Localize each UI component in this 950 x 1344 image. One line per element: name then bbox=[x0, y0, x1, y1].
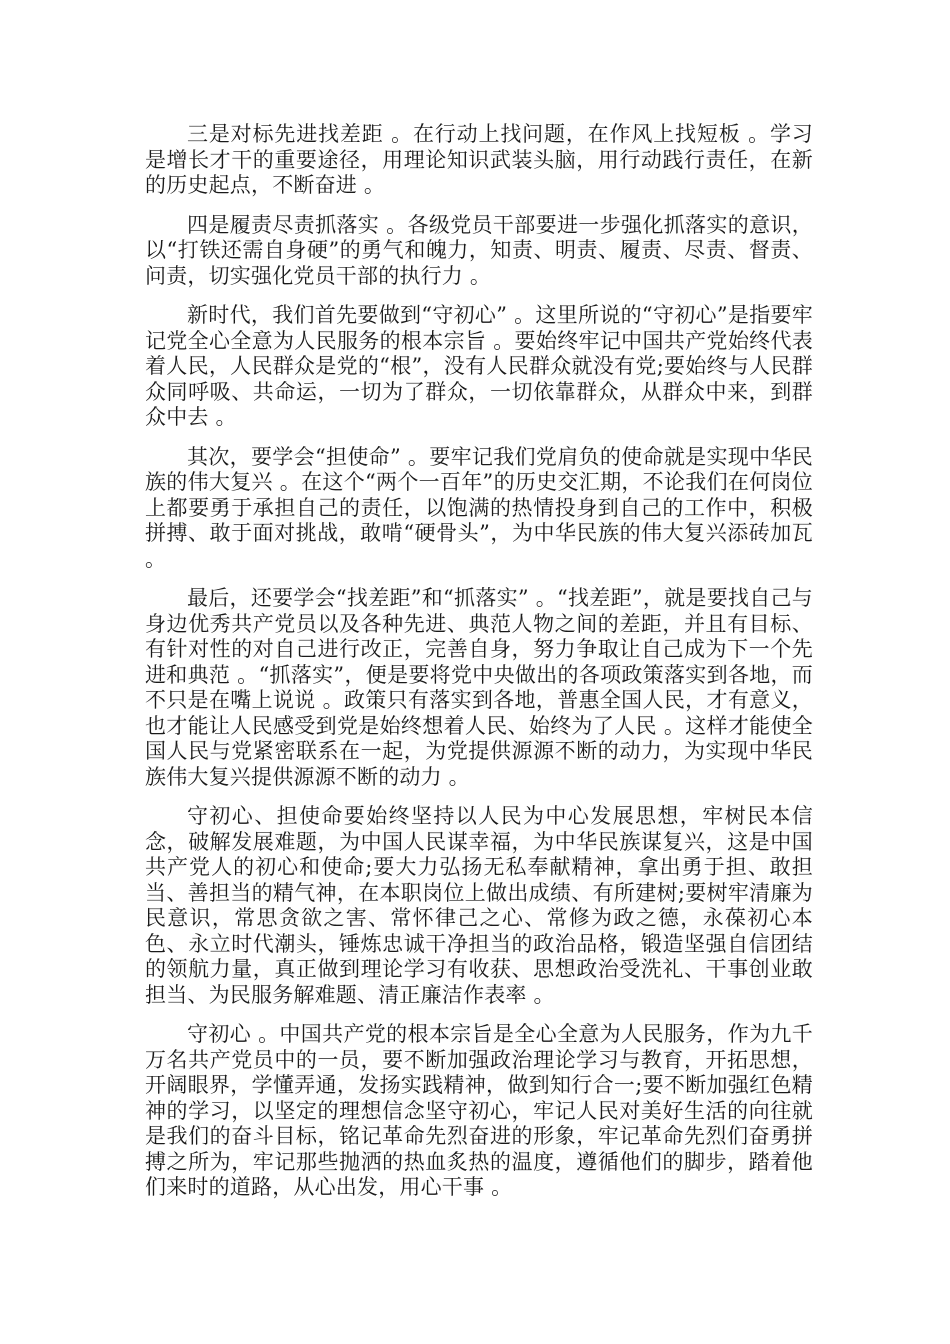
paragraph: 三是对标先进找差距 。在行动上找问题，在作风上找短板 。学习是增长才干的重要途径，用理论知识武装头脑，用行动践行责任，在新的历史起点，不断奋进 。 bbox=[145, 122, 813, 197]
paragraph: 最后，还要学会“找差距”和“抓落实” 。“找差距”，就是要找自己与身边优秀共产党员以及各种先进、典范人物之间的差距，并且有目标、有针对性的对自己进行改正，完善自身，努力争取让自己成为下一个先进和典范 。“抓落实”，便是要将党中央做出的各项政策落实到各地，而不只是在嘴上说说 。政策只有落实到各地，普惠全国人民，才有意义，也才能让人民感受到党是始终想着人民、始终为了人民 。这样才能使全国人民与党紧密联系在一起，为党提供源源不断的动力，为实现中华民族伟大复兴提供源源不断的动力 。 bbox=[145, 586, 813, 789]
paragraph: 守初心、担使命要始终坚持以人民为中心发展思想，牢树民本信念，破解发展难题，为中国人民谋幸福，为中华民族谋复兴，这是中国共产党人的初心和使命;要大力弘扬无私奉献精神，拿出勇于担、敢担当、善担当的精气神，在本职岗位上做出成绩、有所建树;要树牢清廉为民意识，常思贪欲之害、常怀律己之心、常修为政之德，永葆初心本色、永立时代潮头，锤炼忠诚干净担当的政治品格，锻造坚强自信团结的领航力量，真正做到理论学习有收获、思想政治受洗礼、干事创业敢担当、为民服务解难题、清正廉洁作表率 。 bbox=[145, 804, 813, 1007]
paragraph: 新时代，我们首先要做到“守初心” 。这里所说的“守初心”是指要牢记党全心全意为人民服务的根本宗旨 。要始终牢记中国共产党始终代表着人民，人民群众是党的“根”，没有人民群众就没有党;要始终与人民群众同呼吸、共命运，一切为了群众，一切依靠群众，从群众中来，到群众中去 。 bbox=[145, 303, 813, 429]
paragraph: 守初心 。中国共产党的根本宗旨是全心全意为人民服务，作为九千万名共产党员中的一员，要不断加强政治理论学习与教育，开拓思想，开阔眼界，学懂弄通，发扬实践精神，做到知行合一;要不断加强红色精神的学习，以坚定的理想信念坚守初心，牢记人民对美好生活的向往就是我们的奋斗目标，铭记革命先烈奋进的形象，牢记革命先烈们奋勇拼搏之所为，牢记那些抛洒的热血炙热的温度，遵循他们的脚步，踏着他们来时的道路，从心出发，用心干事 。 bbox=[145, 1022, 813, 1199]
paragraph: 其次，要学会“担使命” 。要牢记我们党肩负的使命就是实现中华民族的伟大复兴 。在这个“两个一百年”的历史交汇期，不论我们在何岗位上都要勇于承担自己的责任，以饱满的热情投身到自己的工作中，积极拼搏、敢于面对挑战，敢啃“硬骨头”，为中华民族的伟大复兴添砖加瓦 。 bbox=[145, 444, 813, 571]
document-page bbox=[145, 122, 813, 1215]
paragraph: 四是履责尽责抓落实 。各级党员干部要进一步强化抓落实的意识，以“打铁还需自身硬”的勇气和魄力，知责、明责、履责、尽责、督责、问责，切实强化党员干部的执行力 。 bbox=[145, 212, 813, 288]
